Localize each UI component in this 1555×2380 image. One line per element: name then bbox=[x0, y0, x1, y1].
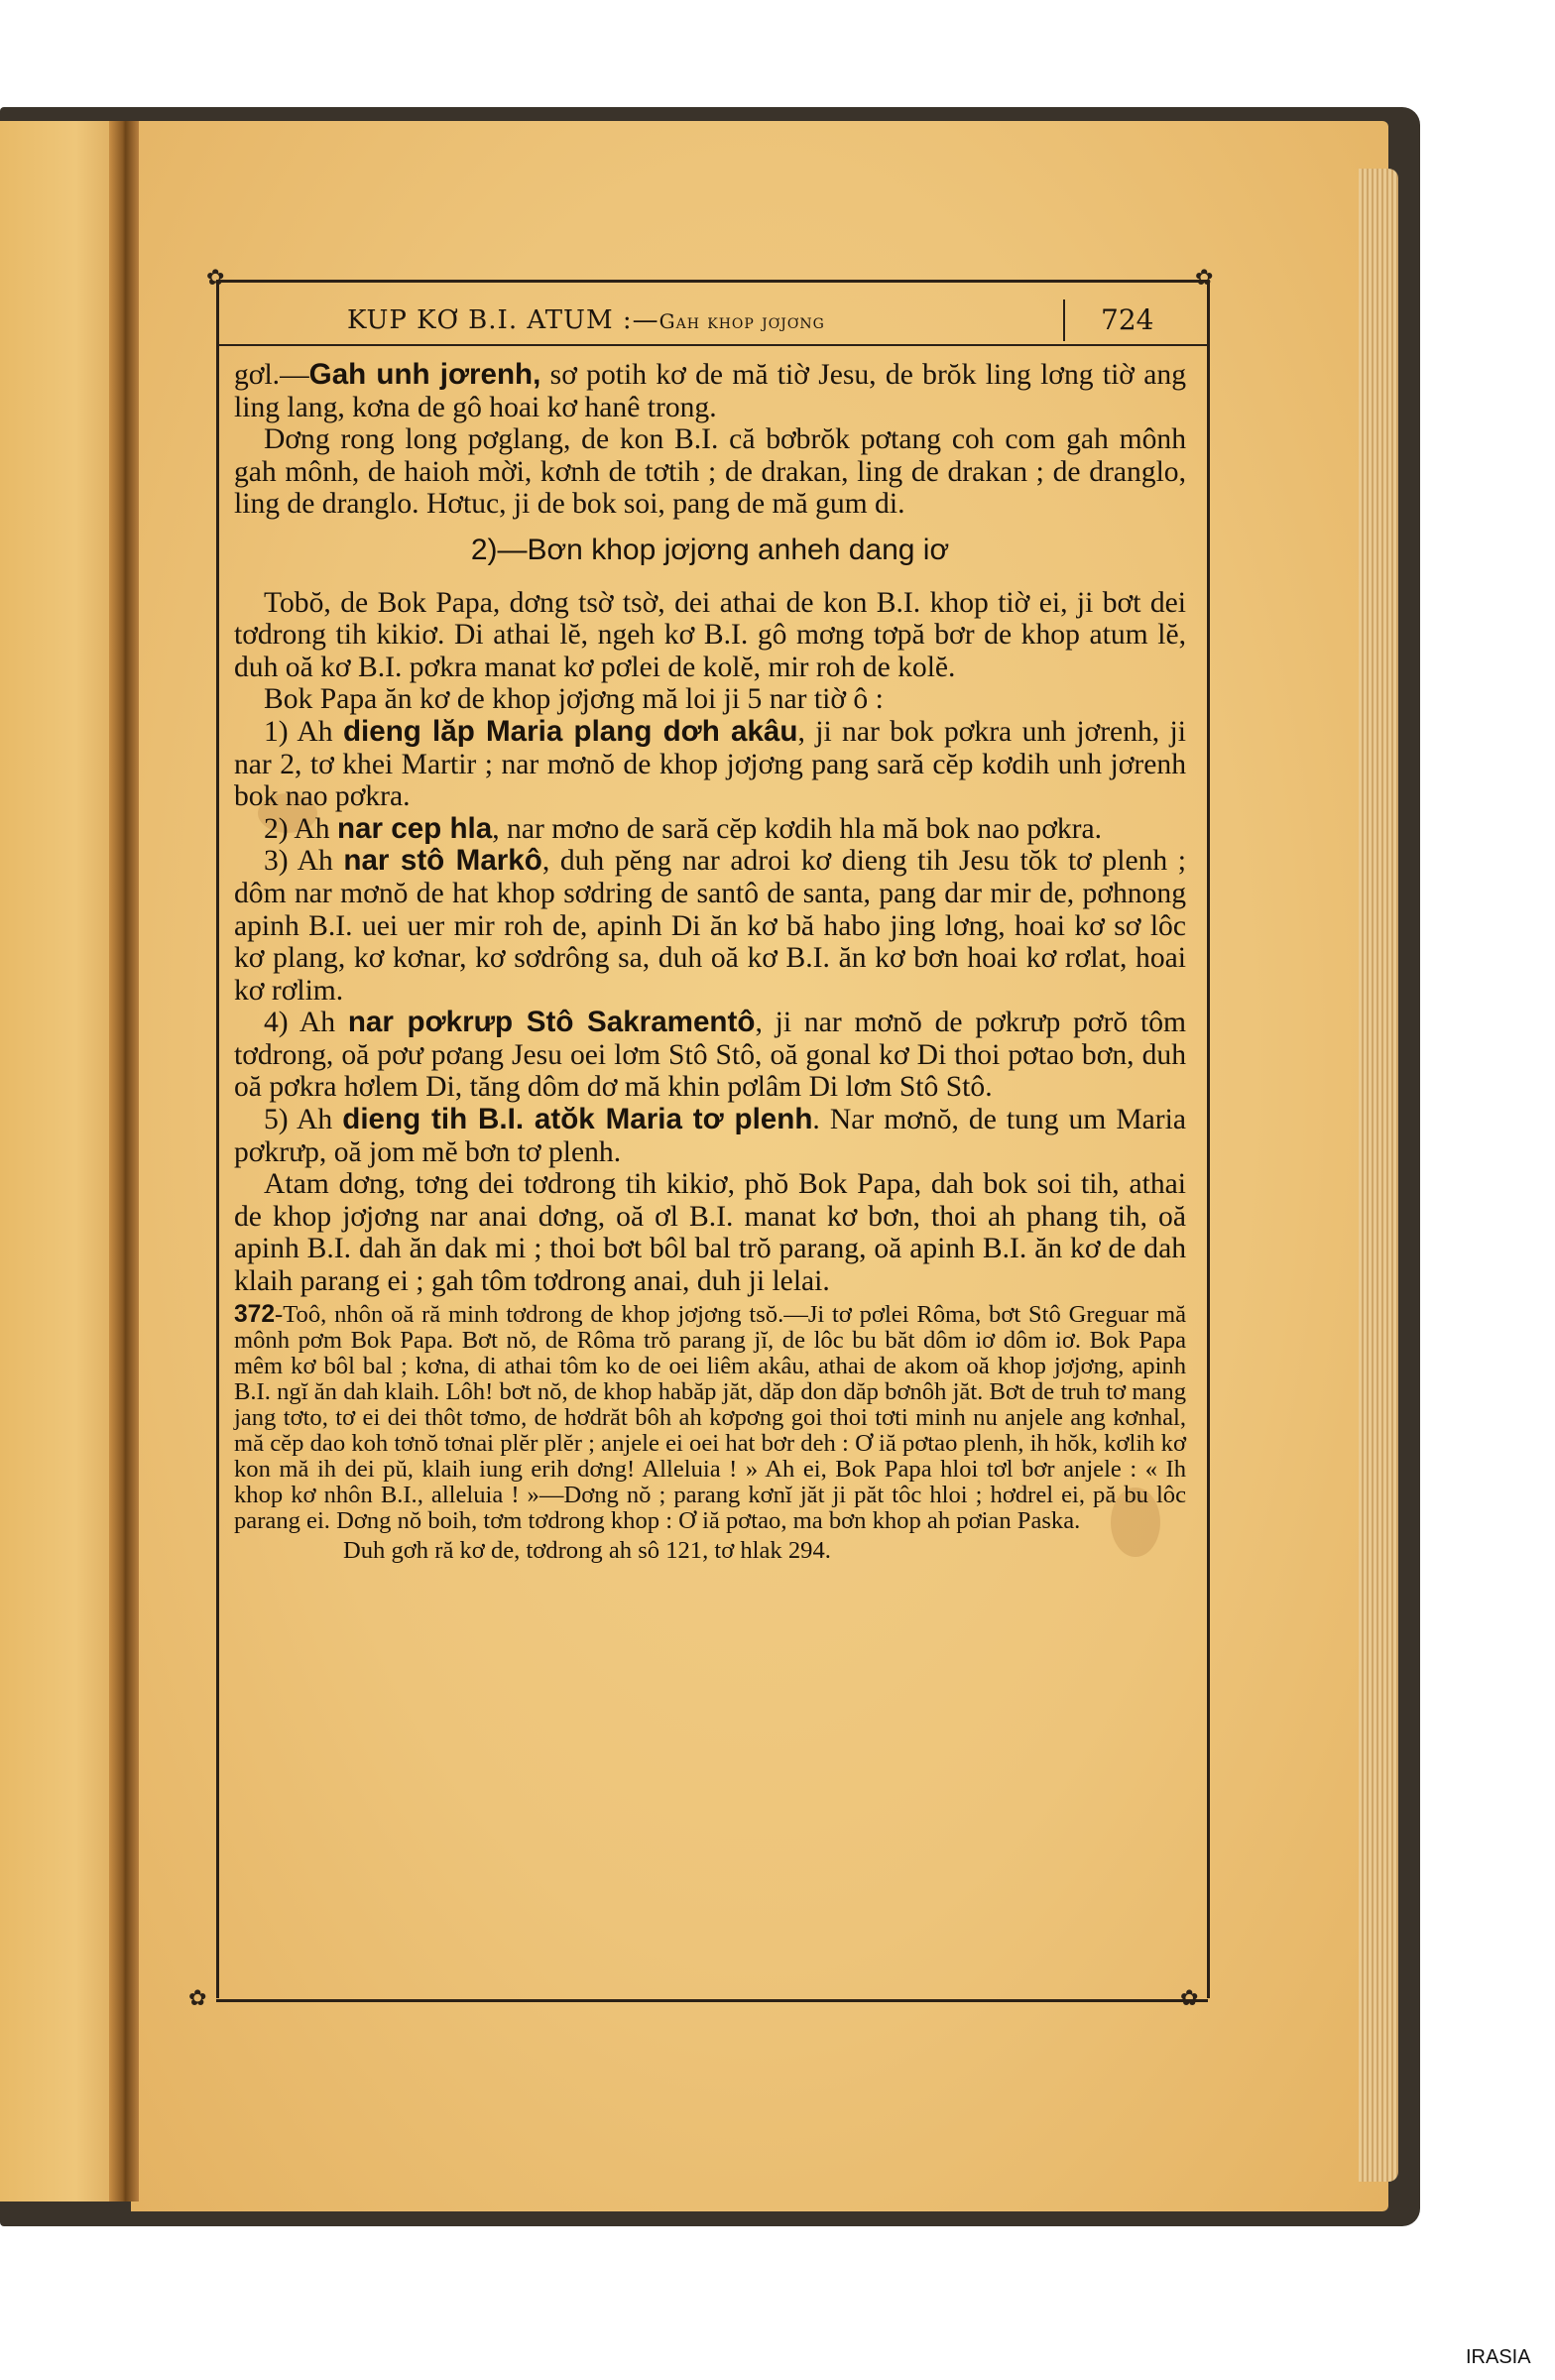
section-heading: 2)—Bơn khop jơjơng anheh dang iơ bbox=[470, 533, 950, 566]
text-span: -Toô, nhôn oă ră minh tơdrong de khop jơjơng tsŏ.—Ji tơ pơlei Rôma, bơt Stô Greguar mă mônh pơm Bok Papa. Bơt nŏ, de Rôma trŏ parang jĭ, de lôc bu băt dôm iơ dôm iơ. Bok Papa mêm kơ bôl bal ; kơna, di athai tôm ko de oei liêm akâu, athai de akom oă khop jơjơng, apinh B.I. ngĭ ăn dah klaih. Lôh! bơt nŏ, de khop habăp jăt, dăp don dăp bơnôh jăt. Bơt de truh tơ mang jang tơto, tơ ei dei thôt tơmo, de hơdrăt bôh ah kơpơng goi thoi tơti minh nu anjele ang kơnhal, mă cĕp dao koh tơnŏ tơnai plĕr plĕr ; anjele ei oei hat bơr deh : Ơ iă pơtao plenh, ih hŏk, kơlih kơ kon mă ih dei pŭ, klaih iung erih dơng! Alleluia ! » Ah ei, Bok Papa hloi tơl bơr anjele : « Ih khop kơ nhôn B.I., alleluia ! »—Dơng nŏ ; parang kơnĭ jăt ji păt tôc hloi ; hơdrel ei, pă bu lôc parang ei. Dơng nŏ boih, tơm tơdrong khop : Ơ iă pơtao, ma bơn khop ah pơian Paska. bbox=[234, 1300, 1186, 1534]
list-item bbox=[234, 845, 1186, 1007]
cross-reference: Duh gơh ră kơ de, tơdrong ah sô 121, tơ hlak 294. bbox=[343, 1536, 831, 1564]
text-span: 2) Ah bbox=[264, 812, 337, 845]
list-item bbox=[234, 1007, 1186, 1104]
text-span: 3) Ah bbox=[264, 845, 344, 878]
corner-ornament-icon: ✿ bbox=[206, 266, 225, 291]
list-item bbox=[234, 813, 1186, 846]
bold-span: Gah unh jơrenh, bbox=[308, 358, 541, 391]
bold-span: nar cep hla bbox=[336, 811, 493, 845]
bottom-rule bbox=[216, 1999, 1208, 2002]
text-span: , duh pĕng nar adroi kơ dieng tih Jesu tŏk tơ plenh ; dôm nar mơnŏ de hat khop sơdring de santô de santa, pang dar mir de, pơhnong apinh B.I. uei uer mir roh de, apinh Di ăn kơ bă habo jing lơng, hoai kơ sơ lôc kơ plang, kơ kơnar, kơ sơdrông sa, duh oă kơ B.I. ăn kơ bơn hoai kơ rơlat, hoai kơ rơlim. bbox=[234, 845, 1186, 1007]
text-span: sơ potih kơ de mă tiờ Jesu, de brŏk ling lơng tiờ ang ling lang, kơna de gô hoai kơ hanê trong. bbox=[234, 359, 1186, 423]
small-print-paragraph bbox=[234, 1302, 1186, 1534]
running-head bbox=[347, 305, 825, 335]
paragraph: Dơng rong long pơglang, de kon B.I. că bơbrŏk pơtang coh com gah mônh gah mônh, de haioh mời, kơnh de tơtih ; de drakan, ling de drakan ; de dranglo, ling de dranglo. Hơtuc, ji de bok soi, pang de mă gum di. bbox=[234, 423, 1186, 521]
list-item bbox=[234, 1104, 1186, 1168]
text-span: . Nar mơnŏ, de tung um Maria pơkrưp, oă jom mĕ bơn tơ plenh. bbox=[234, 1104, 1187, 1168]
text-span: , nar mơno de sară cĕp kơdih hla mă bok nao pơkra. bbox=[492, 812, 1103, 845]
watermark: IRASIA bbox=[1466, 2346, 1531, 2368]
corner-ornament-icon: ✿ bbox=[188, 1986, 207, 2011]
text-span: 5) Ah bbox=[264, 1104, 343, 1136]
corner-ornament-icon: ✿ bbox=[1195, 266, 1214, 291]
corner-ornament-icon: ✿ bbox=[1180, 1986, 1199, 2011]
header-separator bbox=[1063, 299, 1065, 341]
text-span: , ji nar mơnŏ de pơkrưp pơrŏ tôm tơdrong, oă pơư pơang Jesu oei lơm Stô Stô, oă gonal kơ Di thoi pơtao bơn, duh oă pơkra hơlem Di, tăng dôm dơ mă khin pơlâm Di lơm Stô Stô. bbox=[234, 1007, 1187, 1104]
text-span: , ji nar bok pơkra unh jơrenh, ji nar 2, tơ khei Martir ; nar mơnŏ de khop jơjơng pang sară cĕp kơdih unh jơrenh bok nao pơkra. bbox=[234, 715, 1186, 813]
section-number: 372 bbox=[234, 1300, 276, 1328]
page-number: 724 bbox=[1101, 303, 1154, 336]
left-page bbox=[0, 121, 127, 2202]
page-header bbox=[248, 299, 1190, 341]
book-gutter bbox=[109, 121, 139, 2202]
paragraph: Bok Papa ăn kơ de khop jơjơng mă loi ji 5 nar tiờ ô : bbox=[264, 683, 884, 716]
bold-span: dieng lăp Maria plang dơh akâu bbox=[342, 714, 798, 748]
paragraph: Atam dơng, tơng dei tơdrong tih kikiơ, phŏ Bok Papa, dah bok soi tih, athai de khop jơjơng nar anai dơng, oă ơl B.I. manat kơ bơn, thoi ah phang tih, oă apinh B.I. dah ăn dak mi ; thoi bơt bôl bal trŏ parang, oă apinh B.I. ăn kơ de dah klaih parang ei ; gah tôm tơdrong anai, duh ji lelai. bbox=[234, 1168, 1186, 1298]
bold-span: nar pơkrưp Stô Sakramentô bbox=[347, 1006, 756, 1039]
list-item bbox=[234, 716, 1186, 813]
page-edges bbox=[1359, 169, 1398, 2182]
running-head-subtitle: Gah khop jơjơng bbox=[658, 309, 825, 333]
page-body bbox=[234, 359, 1186, 1564]
bold-span: nar stô Markô bbox=[343, 844, 542, 878]
text-span: gơl.— bbox=[234, 359, 309, 391]
text-span: 1) Ah bbox=[264, 715, 343, 748]
running-head-title: KUP KƠ B.I. ATUM :— bbox=[347, 305, 659, 335]
paragraph bbox=[234, 359, 1186, 423]
bold-span: dieng tih B.I. atŏk Maria tơ plenh bbox=[342, 1103, 813, 1136]
text-span: 4) Ah bbox=[264, 1007, 348, 1039]
paragraph: Tobŏ, de Bok Papa, dơng tsờ tsờ, dei athai de kon B.I. khop tiờ ei, ji bơt dei tơdrong tih kikiơ. Di athai lĕ, ngeh kơ B.I. gô mơng tơpă bơr de khop atum lĕ, duh oă kơ B.I. pơkra manat kơ pơlei de kolĕ, mir roh de kolĕ. bbox=[234, 586, 1186, 683]
